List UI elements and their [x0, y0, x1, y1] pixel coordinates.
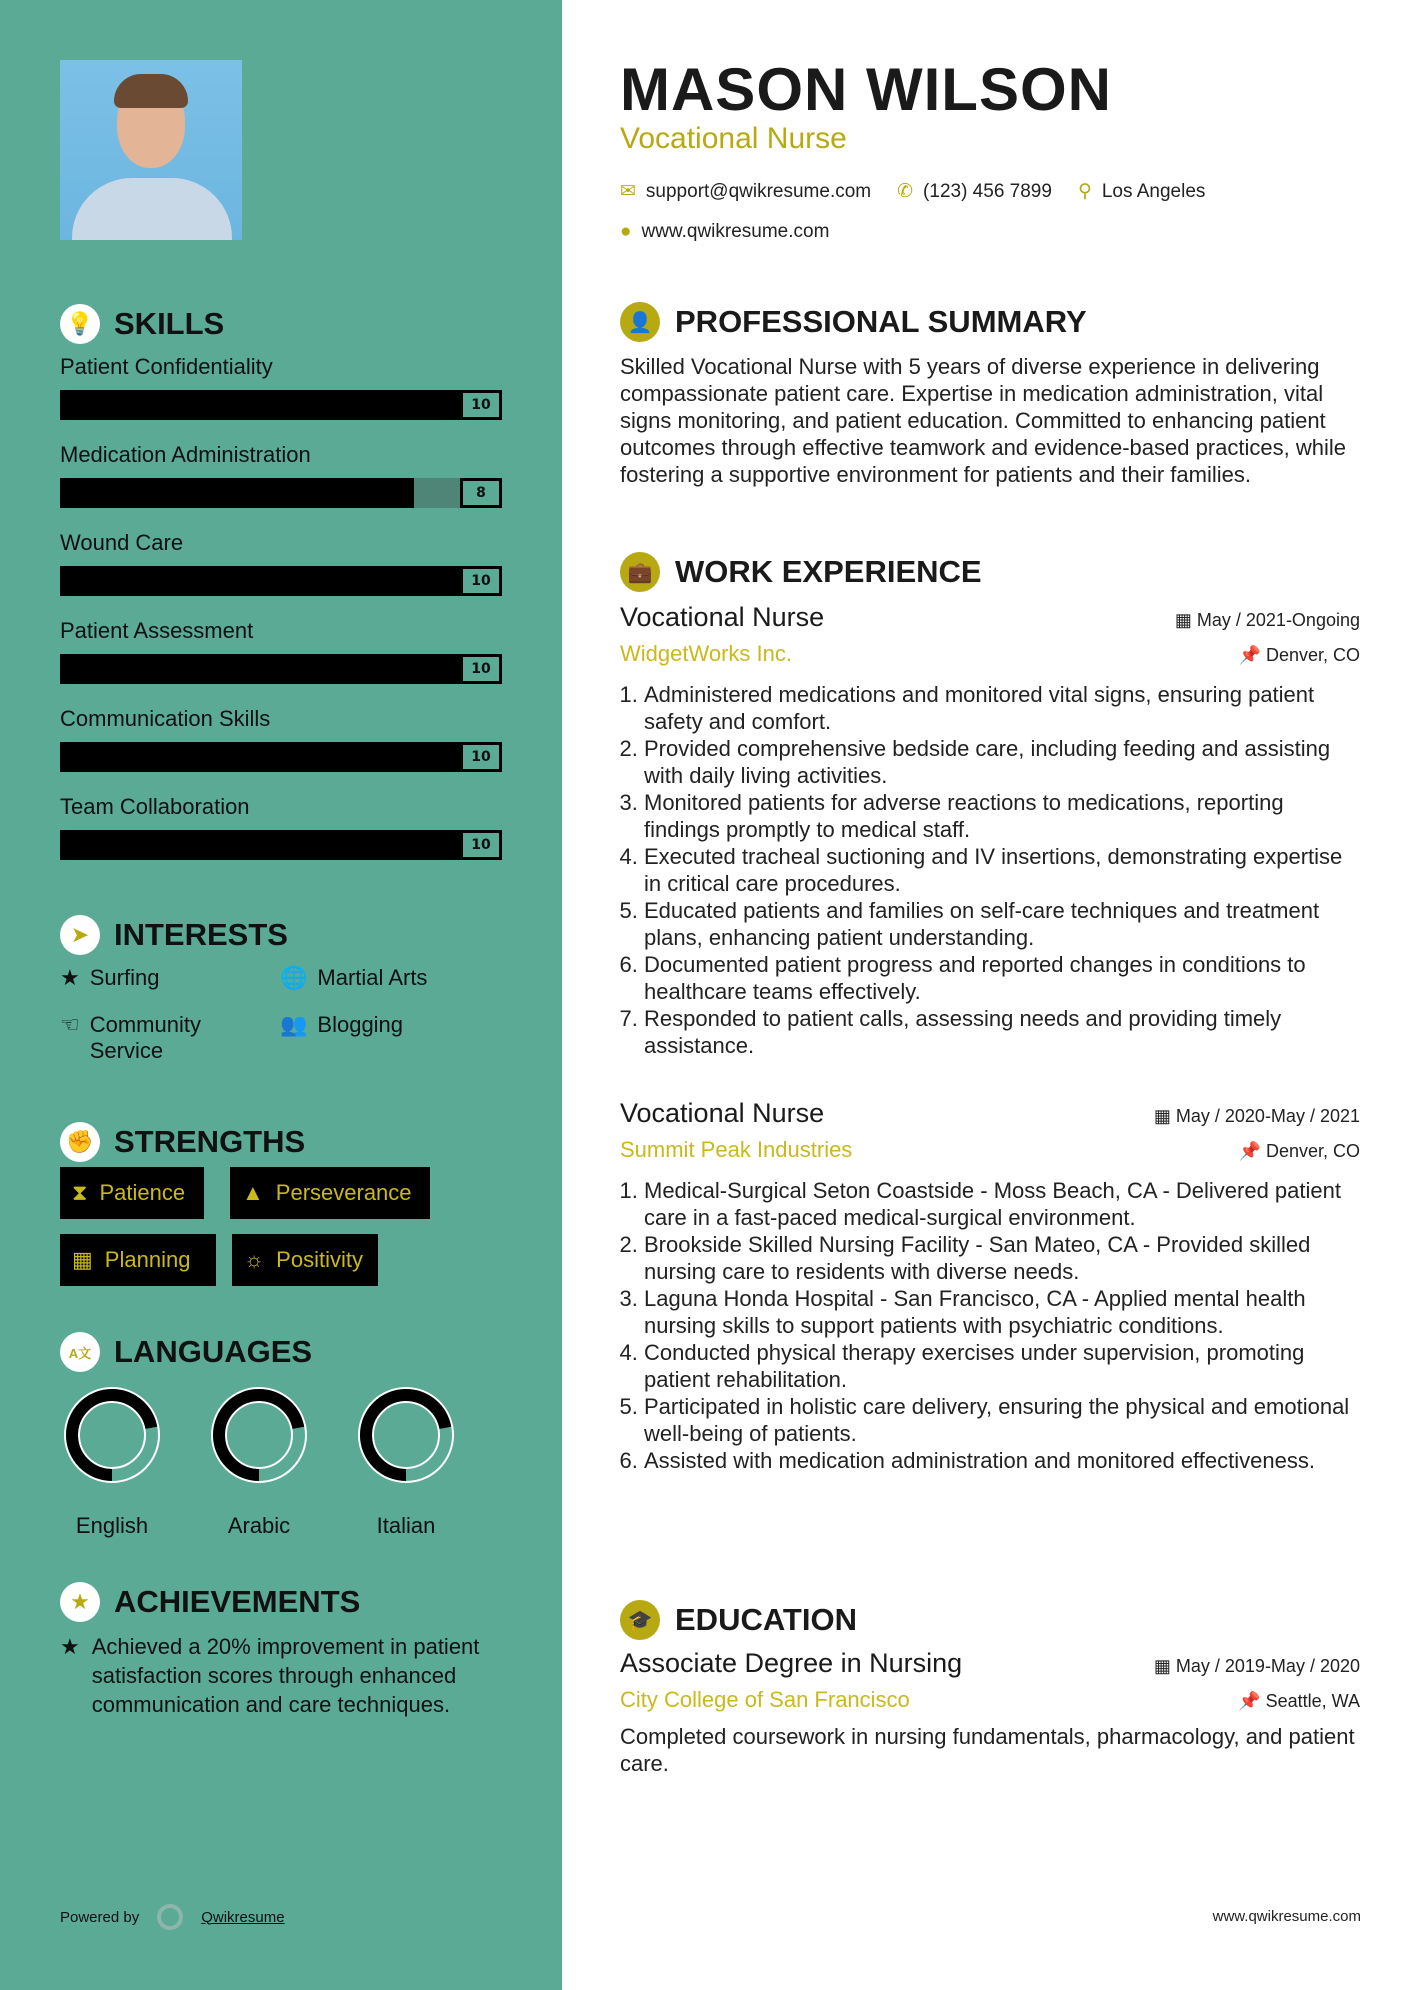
- job-entry: Vocational Nurse ▦ May / 2021-Ongoing WidgetWorks Inc. 📌 Denver, CO 1. Administered medications and monitored vital signs, ensuring patient safety and comfort. 2. Provided comprehensive bedside care, including feeding and assisting with daily living activities. 3. Monitored patients for adverse reactions to medications, reporting findings promptly to medical staff. 4. Executed tracheal suctioning and IV insertions, demonstrating expertise in critical care procedures. 5. Educated patients and families on self-care techniques and treatment plans, enhancing patient understanding. 6. Documented patient progress and reported changes in conditions to healthcare teams effectively. 7. Responded to patient calls, assessing needs and providing timely assistance.: [620, 602, 1360, 1059]
- shooting-star-icon: ★: [60, 1634, 80, 1659]
- language-item: [52, 1385, 172, 1539]
- strength-tag: ▦ Planning: [60, 1234, 216, 1286]
- skills-list: [60, 354, 502, 882]
- interest-item: 🌐 Martial Arts: [280, 965, 428, 990]
- bullet-item: 6. Documented patient progress and reported changes in conditions to healthcare teams effectively.: [644, 951, 1362, 1005]
- lightbulb-icon: 💡: [60, 304, 100, 344]
- briefcase-icon: 💼: [620, 552, 660, 592]
- skill-bar-fill: [60, 478, 414, 508]
- website-link[interactable]: www.qwikresume.com: [641, 221, 830, 242]
- interest-item: ☜ Community Service: [60, 1012, 201, 1063]
- job-title: Vocational Nurse: [620, 1098, 825, 1128]
- strength-tag: ▲ Perseverance: [230, 1167, 430, 1219]
- calendar-icon: ▦: [1153, 1656, 1176, 1676]
- skill-bar: [60, 566, 502, 596]
- website-row: [620, 221, 829, 243]
- skill-item: [60, 530, 502, 618]
- bullet-item: 4. Conducted physical therapy exercises under supervision, promoting patient rehabilitation.: [644, 1339, 1362, 1393]
- skill-level: 8: [460, 478, 502, 508]
- hand-icon: ☜: [60, 1012, 80, 1037]
- skill-label: Team Collaboration: [60, 794, 250, 819]
- skill-level: 10: [460, 742, 502, 772]
- pin-icon: 📌: [1238, 1691, 1266, 1711]
- envelope-icon: ✉: [620, 181, 636, 202]
- summary-heading: 👤 PROFESSIONAL SUMMARY: [620, 302, 1087, 342]
- bullet-item: 1. Medical-Surgical Seton Coastside - Moss Beach, CA - Delivered patient care in a fast-paced medical-surgical environment.: [644, 1177, 1362, 1231]
- pin-icon: 📌: [1238, 645, 1266, 665]
- bullet-item: 1. Administered medications and monitored vital signs, ensuring patient safety and comfort.: [644, 681, 1362, 735]
- skills-heading: 💡 SKILLS: [60, 304, 224, 344]
- location-text: Los Angeles: [1101, 180, 1206, 202]
- translate-icon: A文: [60, 1332, 100, 1372]
- skill-bar-fill: [60, 654, 502, 684]
- candidate-name: MASON WILSON: [620, 56, 1112, 123]
- summary-text: Skilled Vocational Nurse with 5 years of diverse experience in delivering compassionate patient care. Expertise in medication administration, vital signs monitoring, and patient education. Committed to enhancing patient outcomes through effective teamwork and evidence-based practices, while fostering a supportive environment for patients and their families.: [620, 354, 1346, 487]
- hourglass-icon: ⧗: [72, 1180, 88, 1205]
- skill-bar-fill: [60, 566, 502, 596]
- footer-website[interactable]: www.qwikresume.com: [1212, 1908, 1361, 1925]
- pin-icon: 📌: [1238, 1141, 1266, 1161]
- school: City College of San Francisco: [620, 1687, 910, 1712]
- sidebar: [0, 0, 562, 1990]
- bullet-item: 2. Brookside Skilled Nursing Facility - San Mateo, CA - Provided skilled nursing care to residents with diverse needs.: [644, 1231, 1362, 1285]
- achievements-heading: ★ ACHIEVEMENTS: [60, 1582, 360, 1622]
- language-donut: [209, 1385, 309, 1485]
- strengths-heading: ✊ STRENGTHS: [60, 1122, 305, 1162]
- interest-item: 👥 Blogging: [280, 1012, 404, 1037]
- calendar-icon: ▦: [1153, 1106, 1176, 1126]
- skill-level: 10: [460, 654, 502, 684]
- bullet-item: 2. Provided comprehensive bedside care, including feeding and assisting with daily living activities.: [644, 735, 1362, 789]
- qwikresume-link[interactable]: Qwikresume: [201, 1908, 285, 1926]
- calendar-icon: ▦: [72, 1247, 93, 1272]
- skill-item: [60, 354, 502, 442]
- phone-text: (123) 456 7899: [923, 180, 1052, 202]
- bullet-item: 5. Participated in holistic care delivery, ensuring the physical and emotional well-being of patients.: [644, 1393, 1362, 1447]
- globe-icon: 🌐: [280, 965, 308, 990]
- user-icon: 👤: [620, 302, 660, 342]
- phone-icon: ✆: [897, 181, 914, 202]
- qwikresume-logo-icon: [157, 1904, 183, 1930]
- skill-bar: [60, 654, 502, 684]
- job-title: Vocational Nurse: [620, 602, 825, 632]
- skill-bar-fill: [60, 830, 502, 860]
- degree: Associate Degree in Nursing: [620, 1648, 963, 1678]
- achievement-item: ★ Achieved a 20% improvement in patient satisfaction scores through enhanced communication and care techniques.: [60, 1634, 480, 1717]
- profile-photo: [60, 60, 242, 240]
- calendar-icon: ▦: [1174, 610, 1197, 630]
- company: WidgetWorks Inc.: [620, 641, 792, 666]
- bullet-item: 7. Responded to patient calls, assessing needs and providing timely assistance.: [644, 1005, 1362, 1059]
- email-link[interactable]: support@qwikresume.com: [645, 180, 872, 202]
- interest-item: ★ Surfing: [60, 965, 160, 990]
- skill-label: Wound Care: [60, 530, 184, 555]
- job-bullets: [620, 1177, 1362, 1474]
- skill-bar: [60, 478, 502, 508]
- language-donut: [62, 1385, 162, 1485]
- language-name: English: [75, 1513, 149, 1538]
- job-title: Vocational Nurse: [620, 122, 847, 155]
- interests-heading: ➤ INTERESTS: [60, 915, 288, 955]
- skill-item: [60, 442, 502, 530]
- skill-label: Patient Confidentiality: [60, 354, 273, 379]
- skill-item: [60, 618, 502, 706]
- skill-label: Patient Assessment: [60, 618, 254, 643]
- paper-plane-icon: ➤: [60, 915, 100, 955]
- fist-icon: ✊: [60, 1122, 100, 1162]
- bullet-item: 4. Executed tracheal suctioning and IV insertions, demonstrating expertise in critical care procedures.: [644, 843, 1362, 897]
- experience-heading: 💼 WORK EXPERIENCE: [620, 552, 982, 592]
- star-icon: ★: [60, 965, 80, 990]
- language-name: Arabic: [227, 1513, 291, 1538]
- strength-tag: ⧗ Patience: [60, 1167, 204, 1219]
- bullet-item: 5. Educated patients and families on self-care techniques and treatment plans, enhancing patient understanding.: [644, 897, 1362, 951]
- skill-item: [60, 794, 502, 882]
- map-pin-icon: ⚲: [1077, 181, 1092, 202]
- star-icon: ★: [60, 1582, 100, 1622]
- company: Summit Peak Industries: [620, 1137, 853, 1162]
- graduation-icon: 🎓: [620, 1600, 660, 1640]
- skill-level: 10: [460, 566, 502, 596]
- skill-bar: [60, 742, 502, 772]
- education-heading: 🎓 EDUCATION: [620, 1600, 857, 1640]
- language-name: Italian: [376, 1513, 436, 1538]
- bullet-item: 3. Laguna Honda Hospital - San Francisco, CA - Applied mental health nursing skills to support patients with psychiatric conditions.: [644, 1285, 1362, 1339]
- skill-bar-fill: [60, 742, 502, 772]
- languages-heading: A文 LANGUAGES: [60, 1332, 312, 1372]
- skill-item: [60, 706, 502, 794]
- skill-label: Communication Skills: [60, 706, 271, 731]
- language-donut: [356, 1385, 456, 1485]
- sun-icon: ☼: [244, 1247, 265, 1272]
- language-item: [199, 1385, 319, 1539]
- skill-bar: [60, 830, 502, 860]
- skill-bar-fill: [60, 390, 502, 420]
- education-text: Completed coursework in nursing fundamentals, pharmacology, and patient care.: [620, 1724, 1355, 1776]
- bullet-item: 3. Monitored patients for adverse reactions to medications, reporting findings promptly to medical staff.: [644, 789, 1362, 843]
- users-icon: 👥: [280, 1012, 308, 1037]
- globe-icon: ●: [620, 221, 632, 242]
- skill-label: Medication Administration: [60, 442, 311, 467]
- contact-row: [620, 180, 1205, 203]
- powered-by: Powered by Qwikresume: [60, 1904, 285, 1930]
- road-icon: ▲: [242, 1180, 264, 1205]
- job-entry: Vocational Nurse ▦ May / 2020-May / 2021 Summit Peak Industries 📌 Denver, CO 1. Medical-Surgical Seton Coastside - Moss Beach, CA - Delivered patient care in a fast-paced medical-surgical environment. 2. Brookside Skilled Nursing Facility - San Mateo, CA - Provided skilled nursing care to residents with diverse needs. 3. Laguna Honda Hospital - San Francisco, CA - Applied mental health nursing skills to support patients with psychiatric conditions. 4. Conducted physical therapy exercises under supervision, promoting patient rehabilitation. 5. Participated in holistic care delivery, ensuring the physical and emotional well-being of patients. 6. Assisted with medication administration and monitored effectiveness.: [620, 1098, 1360, 1474]
- skill-level: 10: [460, 830, 502, 860]
- strength-tag: ☼ Positivity: [232, 1234, 378, 1286]
- job-bullets: [620, 681, 1362, 1059]
- skill-bar: [60, 390, 502, 420]
- skill-level: 10: [460, 390, 502, 420]
- bullet-item: 6. Assisted with medication administration and monitored effectiveness.: [644, 1447, 1362, 1474]
- language-item: [346, 1385, 466, 1539]
- education-entry: Associate Degree in Nursing ▦ May / 2019-May / 2020 City College of San Francisco 📌 Seattle, WA Completed coursework in nursing fundamentals, pharmacology, and patient care.: [620, 1648, 1360, 1776]
